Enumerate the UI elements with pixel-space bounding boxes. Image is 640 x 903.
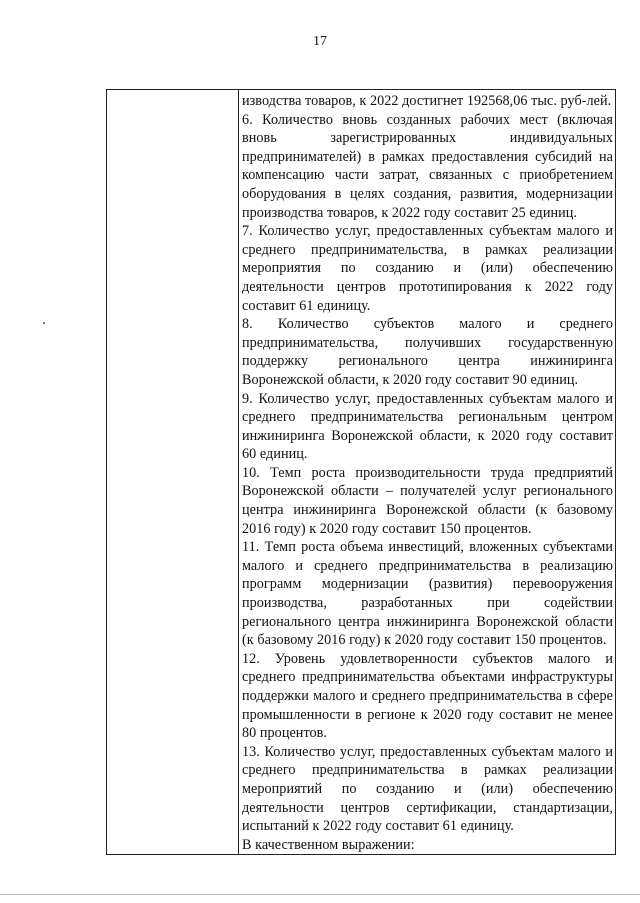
paragraph-item-12: 12. Уровень удовлетворенности субъектов малого и среднего предпринимательства объектами инфраструктуры поддержки малого и среднего предпринимательства в сфере промышленности в регионе к 2020 году составит не менее 80 процентов. <box>242 650 613 742</box>
paragraph-item-10: 10. Темп роста производительности труда предприятий Воронежской области – получателей услуг регионального центра инжиниринга Воронежской области (к базовому 2016 году) к 2020 году составит 150 процентов. <box>242 464 613 537</box>
content-table <box>106 89 616 855</box>
bottom-edge-rule <box>0 894 640 895</box>
paragraph-item-7: 7. Количество услуг, предоставленных субъектам малого и среднего предпринимательства, в рамках реализации мероприятия по созданию и (или) обеспечению деятельности центров прототипирования к 2022 году составит 61 единицу. <box>242 223 613 314</box>
paragraph-item-6: 6. Количество вновь созданных рабочих мест (включая вновь зарегистрированных индивидуальных предпринимателей) в рамках предоставления субсидий на компенсацию части затрат, связанных с приобретением оборудования в целях создания, развития, модернизации производства товаров, к 2022 году составит 25 единиц. <box>242 111 613 221</box>
closing-line: В качественном выражении: <box>242 836 415 853</box>
paragraph-continuation: изводства товаров, к 2022 достигнет 192568,06 тыс. руб-лей. <box>242 93 612 109</box>
page-number: 17 <box>313 34 327 49</box>
right-text-cell <box>239 90 616 855</box>
left-empty-cell <box>107 90 239 855</box>
paragraph-item-8: 8. Количество субъектов малого и среднего предпринимательства, получивших государственную поддержку регионального центра инжиниринга Воронежской области, к 2020 году составит 90 единиц. <box>242 316 613 388</box>
paragraph-item-13: 13. Количество услуг, предоставленных субъектам малого и среднего предпринимательства в рамках реализации мероприятий по созданию и (или) обеспечению деятельности центров сертификации, стандартизации, испытаний к 2022 году составит 61 единицу. <box>242 743 613 835</box>
paragraph-item-11: 11. Темп роста объема инвестиций, вложенных субъектами малого и среднего предпринимательства в реализацию программ модернизации (развития) перевооружения производства, разработанных при содействии регионального центра инжиниринга Воронежской области (к базовому 2016 году) к 2020 году составит 150 процентов. <box>242 539 613 649</box>
paragraph-item-9: 9. Количество услуг, предоставленных субъектам малого и среднего предпринимательства региональным центром инжиниринга Воронежской области, к 2020 году составит 60 единиц. <box>242 390 613 463</box>
scan-speck <box>43 322 45 324</box>
table-row <box>107 90 616 855</box>
